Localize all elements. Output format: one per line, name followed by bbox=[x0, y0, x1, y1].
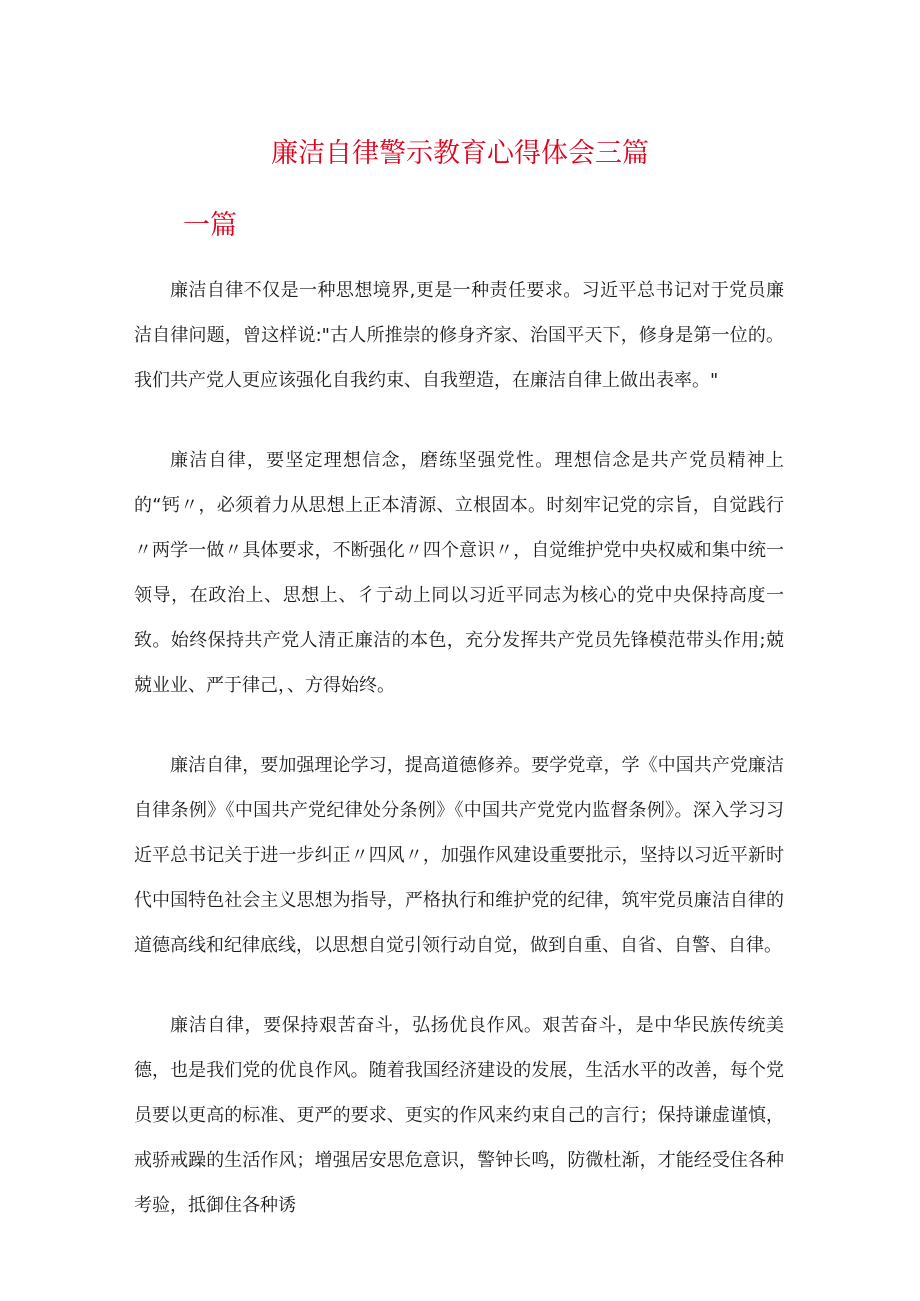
section-heading: 一篇 bbox=[183, 210, 237, 241]
paragraph-1: 廉洁自律不仅是一种思想境界,更是一种责任要求。习近平总书记对于党员廉洁自律问题，曾这样说:"古人所推崇的修身齐家、治国平天下，修身是第一位的。我们共产党人更应该强化自我约束、自我塑造，在廉洁自律上做出表率。" bbox=[134, 280, 784, 391]
document-title: 廉洁自律警示教育心得体会三篇 bbox=[271, 138, 649, 169]
paragraph-3: 廉洁自律，要加强理论学习，提高道德修养。要学党章，学《中国共产党廉洁自律条例》《中国共产党纪律处分条例》《中国共产党党内监督条例》。深入学习习近平总书记关于进一步纠正〃四风〃，加强作风建设重要批示，坚持以习近平新时代中国特色社会主义思想为指导，严格执行和维护党的纪律，筑牢党员廉洁自律的道德高线和纪律底线，以思想自觉引领行动自觉，做到自重、自省、自警、自律。 bbox=[134, 755, 784, 956]
paragraph-4: 廉洁自律，要保持艰苦奋斗，弘扬优良作风。艰苦奋斗，是中华民族传统美德，也是我们党的优良作风。随着我国经济建设的发展，生活水平的改善，每个党员要以更高的标准、更严的要求、更实的作风来约束自己的言行；保持谦虚谨慎，戒骄戒躁的生活作风；增强居安思危意识，警钟长鸣，防微杜渐，才能经受住各种考验，抵御住各种诱 bbox=[134, 1015, 784, 1216]
paragraph-2: 廉洁自律，要坚定理想信念，磨练坚强党性。理想信念是共产党员精神上的“钙〃，必须着力从思想上正本清源、立根固本。时刻牢记党的宗旨，自觉践行〃两学一做〃具体要求，不断强化〃四个意识〃，自觉维护党中央权威和集中统一领导，在政治上、思想上、彳亍动上同以习近平同志为核心的党中央保持高度一致。始终保持共产党人清正廉洁的本色，充分发挥共产党员先锋模范带头作用;兢兢业业、严于律己，、方得始终。 bbox=[134, 450, 784, 696]
document-body bbox=[134, 268, 784, 1263]
